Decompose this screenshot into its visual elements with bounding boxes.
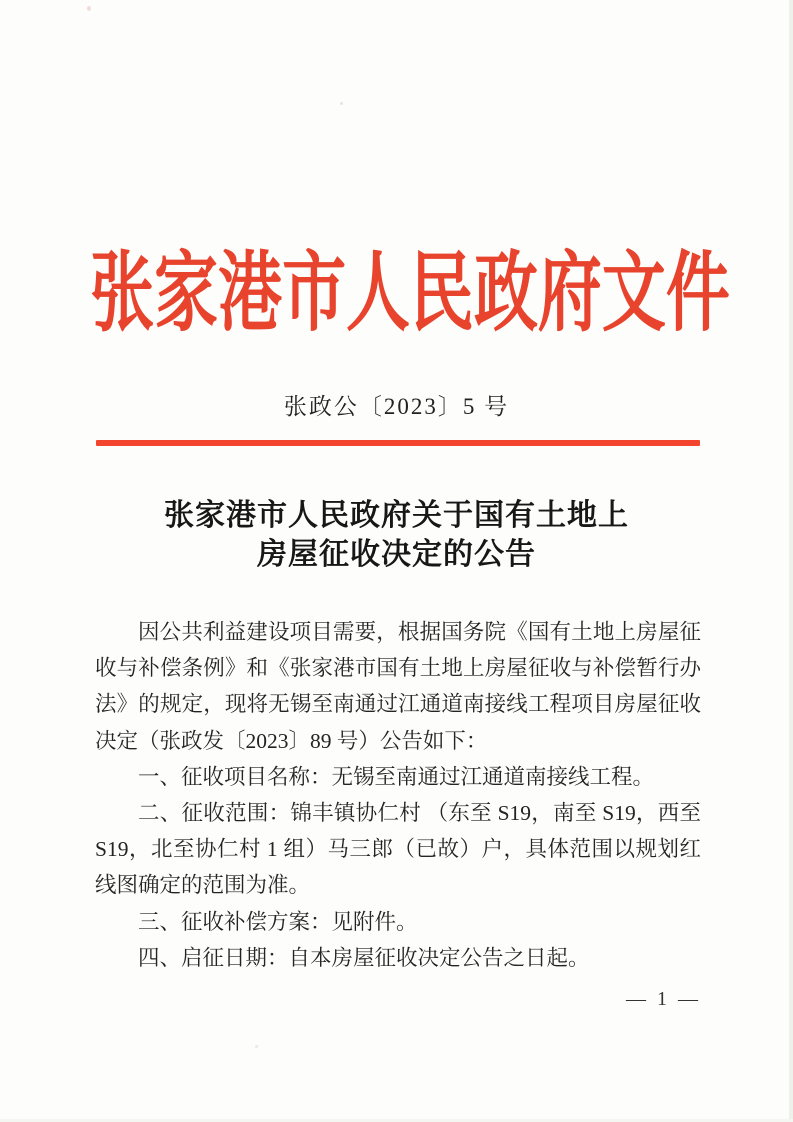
body-paragraph-intro: 因公共利益建设项目需要，根据国务院《国有土地上房屋征收与补偿条例》和《张家港市国有土地上房屋征收与补偿暂行办法》的规定，现将无锡至南通过江通道南接线工程项目房屋征收决定（张政发〔2023〕89 号）公告如下： <box>95 620 701 753</box>
announcement-title-line2: 房屋征收决定的公告 <box>257 538 536 571</box>
body-paragraph-item1: 一、征收项目名称：无锡至南通过江通道南接线工程。 <box>138 764 655 789</box>
body-paragraph-item3: 三、征收补偿方案：见附件。 <box>138 909 418 934</box>
announcement-title <box>0 496 793 574</box>
red-divider-line <box>96 440 700 446</box>
document-reference-number: 张政公〔2023〕5 号 <box>283 394 510 419</box>
scan-speck <box>255 1045 258 1048</box>
page-number: — 1 — <box>626 988 701 1010</box>
letterhead-title-text: 张家港市人民政府文件 <box>90 245 730 342</box>
scan-speck <box>340 102 343 105</box>
scan-edge-right <box>789 0 793 1122</box>
document-body <box>95 614 701 976</box>
body-paragraph-item2: 二、征收范围：锦丰镇协仁村 （东至 S19，南至 S19，西至 S19，北至协仁村 1 组）马三郎（已故）户，具体范围以规划红线图确定的范围为准。 <box>95 801 701 898</box>
letterhead-title <box>0 224 793 341</box>
scan-speck <box>87 6 91 11</box>
announcement-title-line1: 张家港市人民政府关于国有土地上 <box>164 499 629 532</box>
body-paragraph-item4: 四、启征日期：自本房屋征收决定公告之日起。 <box>138 945 590 970</box>
